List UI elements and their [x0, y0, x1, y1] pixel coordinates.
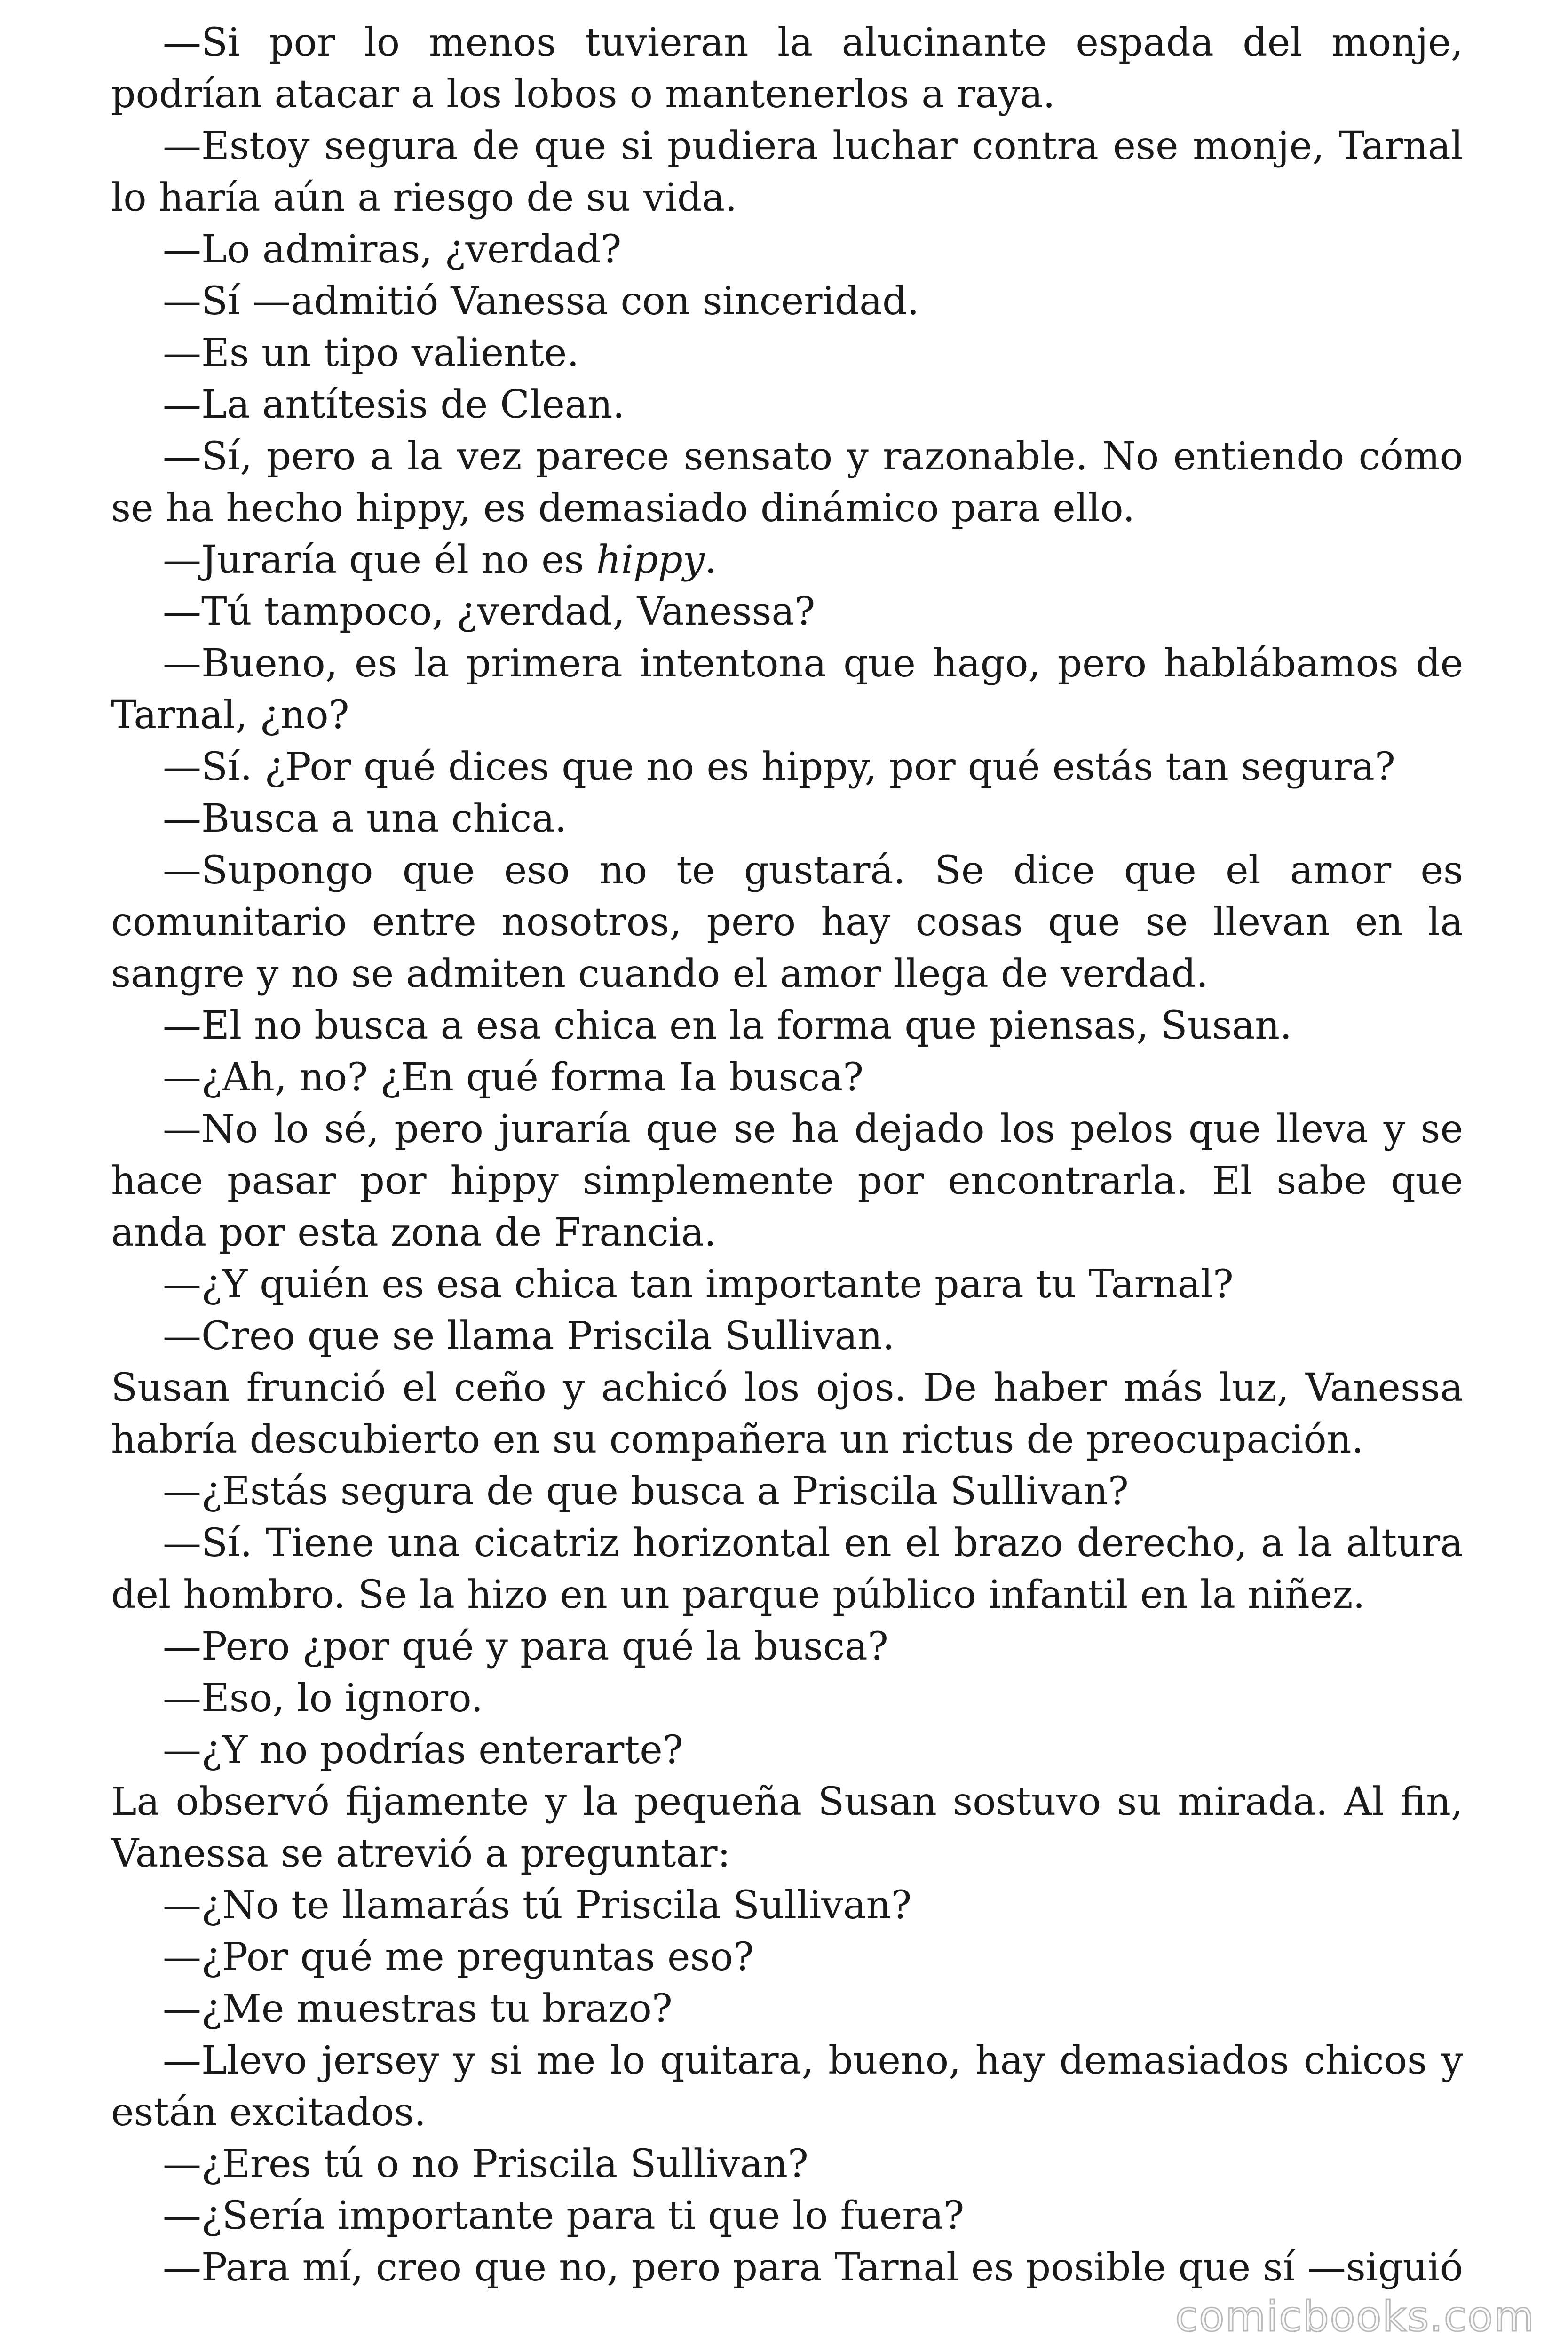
paragraph: —Para mí, creo que no, pero para Tarnal es posible que sí —siguió: [163, 2245, 1463, 2290]
paragraph: La observó fijamente y la pequeña Susan sostuvo su mirada. Al fin, Vanessa se atrevió a preguntar:: [111, 1780, 1463, 1876]
paragraph: [111, 534, 1463, 586]
paragraph: —Sí. ¿Por qué dices que no es hippy, por qué estás tan segura?: [163, 745, 1395, 789]
watermark: comicbooks.com: [1175, 2292, 1535, 2341]
paragraph: —El no busca a esa chica en la forma que piensas, Susan.: [163, 1003, 1292, 1048]
paragraph: —Si por lo menos tuvieran la alucinante espada del monje, podrían atacar a los lobos o mantenerlos a raya.: [111, 20, 1463, 117]
italic-word: hippy: [596, 538, 705, 582]
paragraph: —¿Eres tú o no Priscila Sullivan?: [163, 2142, 808, 2186]
paragraph: —Sí —admitió Vanessa con sinceridad.: [163, 279, 919, 324]
paragraph: —Sí, pero a la vez parece sensato y razonable. No entiendo cómo se ha hecho hippy, es demasiado dinámico para ello.: [111, 434, 1463, 531]
paragraph: —Creo que se llama Priscila Sullivan.: [163, 1314, 895, 1359]
paragraph: —Estoy segura de que si pudiera luchar contra ese monje, Tarnal lo haría aún a riesgo de su vida.: [111, 124, 1463, 220]
paragraph: —¿Me muestras tu brazo?: [163, 1986, 673, 2031]
paragraph: —Sí. Tiene una cicatriz horizontal en el brazo derecho, a la altura del hombro. Se la hizo en un parque público infantil en la niñez.: [111, 1521, 1463, 1617]
document-page: [111, 17, 1463, 2294]
paragraph-text: —Juraría que él no es: [163, 538, 596, 582]
paragraph: —¿Y quién es esa chica tan importante para tu Tarnal?: [163, 1262, 1234, 1307]
paragraph: —¿Estás segura de que busca a Priscila Sullivan?: [163, 1469, 1129, 1514]
paragraph: —Es un tipo valiente.: [163, 331, 579, 375]
paragraph: —Eso, lo ignoro.: [163, 1676, 483, 1721]
paragraph: —Tú tampoco, ¿verdad, Vanessa?: [163, 589, 816, 634]
paragraph: —La antítesis de Clean.: [163, 382, 625, 427]
paragraph: —¿Ah, no? ¿En qué forma Ia busca?: [163, 1055, 864, 1100]
paragraph: —No lo sé, pero juraría que se ha dejado los pelos que lleva y se hace pasar por hippy simplemente por encontrarla. El sabe que anda por esta zona de Francia.: [111, 1107, 1463, 1255]
paragraph: —Llevo jersey y si me lo quitara, bueno, hay demasiados chicos y están excitados.: [111, 2038, 1463, 2135]
paragraph: —Bueno, es la primera intentona que hago, pero hablábamos de Tarnal, ¿no?: [111, 641, 1463, 738]
paragraph: —Supongo que eso no te gustará. Se dice que el amor es comunitario entre nosotros, pero hay cosas que se llevan en la sangre y no se admiten cuando el amor llega de verdad.: [111, 848, 1463, 996]
paragraph: —Busca a una chica.: [163, 796, 567, 841]
paragraph: —¿Por qué me preguntas eso?: [163, 1935, 754, 1979]
paragraph: —¿Y no podrías enterarte?: [163, 1728, 683, 1772]
paragraph: —¿No te llamarás tú Priscila Sullivan?: [163, 1883, 912, 1928]
paragraph: —¿Sería importante para ti que lo fuera?: [163, 2193, 965, 2238]
paragraph: —Pero ¿por qué y para qué la busca?: [163, 1624, 888, 1669]
paragraph: —Lo admiras, ¿verdad?: [163, 227, 622, 272]
paragraph: Susan frunció el ceño y achicó los ojos. De haber más luz, Vanessa habría descubierto en su compañera un rictus de preocupación.: [111, 1366, 1463, 1462]
paragraph-text: .: [705, 538, 717, 582]
